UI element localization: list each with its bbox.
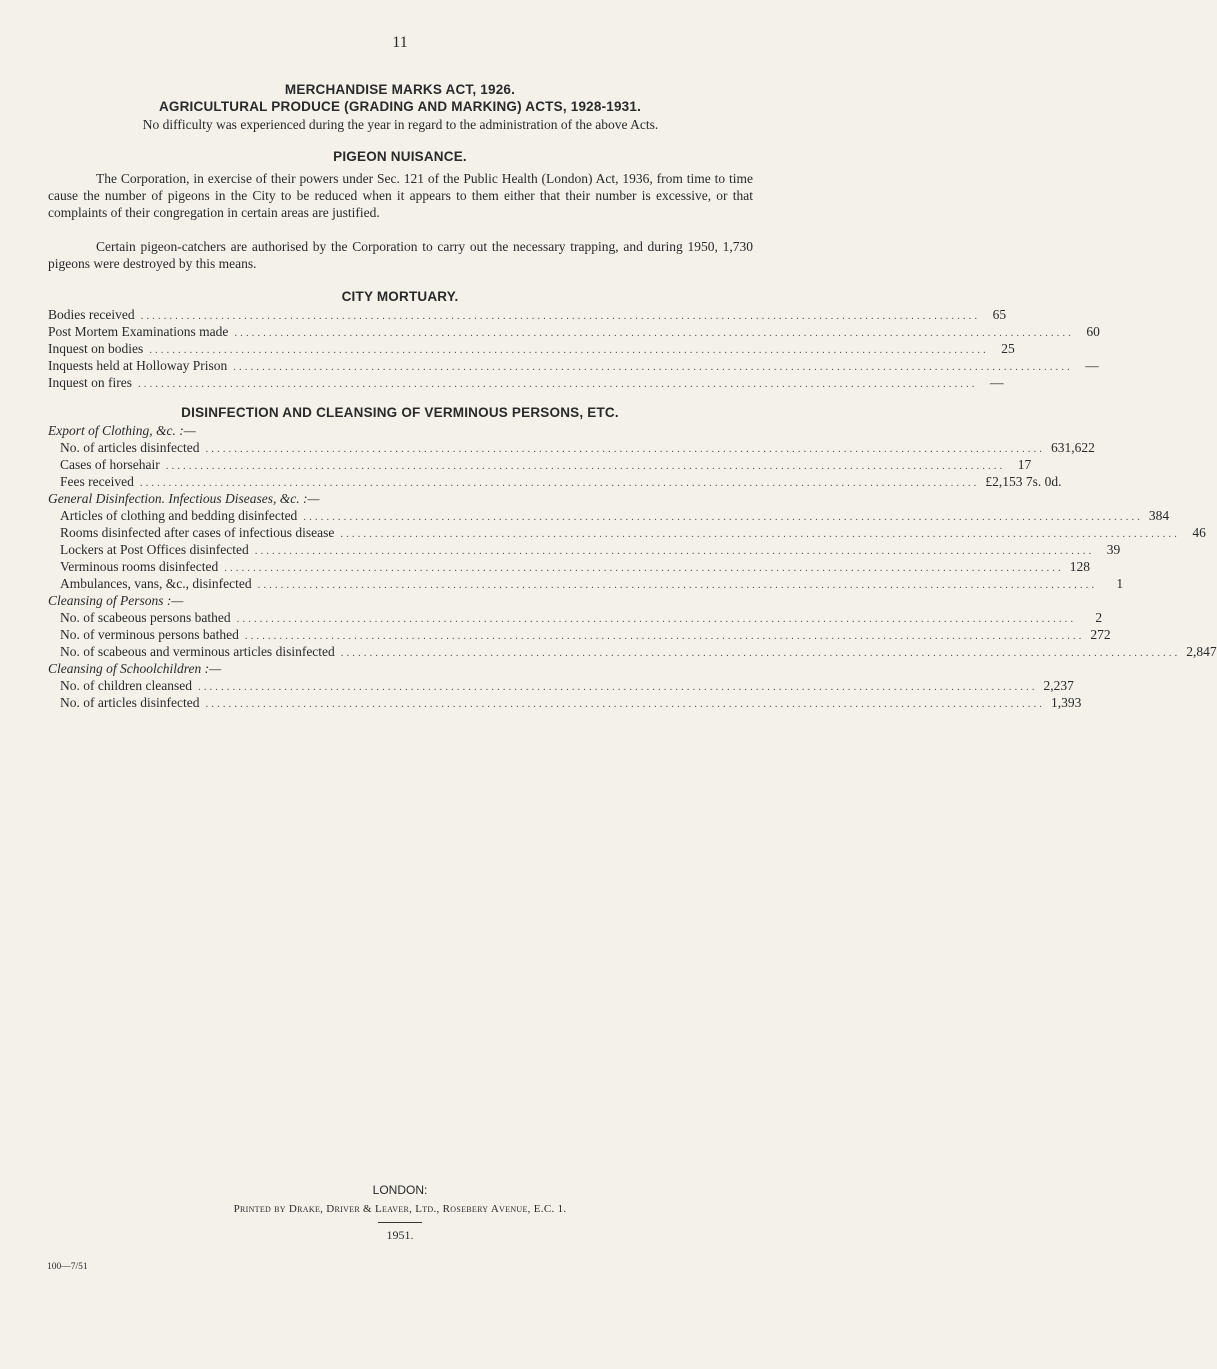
pigeon-heading: PIGEON NUISANCE. (333, 149, 467, 164)
disinfection-heading: DISINFECTION AND CLEANSING OF VERMINOUS PERSONS, ETC. (181, 405, 619, 420)
row-value: 631,622 (1050, 440, 1095, 455)
children-row (60, 695, 1082, 712)
general-subheading: General Disinfection. Infectious Diseases, &c. :— (48, 491, 320, 506)
export-row (60, 457, 1032, 474)
page-number: 11 (392, 34, 408, 51)
leader-dots: .................................................................................................................................................. (140, 310, 981, 322)
pigeon-paragraph-2: Certain pigeon-catchers are authorised by the Corporation to carry out the necessary trapping, and during 1950, 1,730 pigeons were destroyed by this means. (48, 239, 753, 271)
row-label: Inquest on bodies (48, 341, 144, 356)
leader-dots: .................................................................................................................................................. (149, 344, 989, 356)
row-value: 1 (1116, 576, 1124, 591)
row-label: Post Mortem Examinations made (48, 324, 229, 339)
row-label: Bodies received (48, 307, 135, 322)
leader-dots: .................................................................................................................................................. (165, 460, 1006, 472)
row-label: No. of articles disinfected (60, 695, 200, 710)
leader-dots: .................................................................................................................................................. (254, 545, 1095, 557)
leader-dots: .................................................................................................................................................. (205, 698, 1045, 710)
row-value: 17 (1017, 457, 1032, 472)
row-label: No. of verminous persons bathed (60, 627, 239, 642)
leader-dots: .................................................................................................................................................. (244, 630, 1085, 642)
row-value: 2 (1095, 610, 1103, 625)
persons-row (60, 627, 1111, 644)
leader-dots: .................................................................................................................................................. (303, 511, 1143, 523)
mortuary-row (48, 358, 1099, 375)
leader-dots: .................................................................................................................................................. (257, 579, 1098, 591)
export-subheading: Export of Clothing, &c. :— (48, 423, 196, 438)
row-value: 272 (1090, 627, 1111, 642)
row-value: 1,393 (1050, 695, 1082, 710)
row-label: Fees received (60, 474, 134, 489)
row-label: Verminous rooms disinfected (60, 559, 219, 574)
mortuary-heading: CITY MORTUARY. (341, 289, 459, 304)
leader-dots: .................................................................................................................................................. (137, 378, 978, 390)
general-row (60, 542, 1121, 559)
row-value: 46 (1192, 525, 1206, 540)
row-value: 65 (992, 307, 1007, 322)
row-value: £2,153 7s. 0d. (985, 474, 1062, 489)
footer-printer: Printed by Drake, Driver & Leaver, Ltd., Rosebery Avenue, E.C. 1. (233, 1203, 567, 1215)
row-label: Inquest on fires (48, 375, 132, 390)
row-label: Cases of horsehair (60, 457, 160, 472)
row-label: Rooms disinfected after cases of infectious disease (60, 525, 335, 540)
leader-dots: .................................................................................................................................................. (224, 562, 1064, 574)
row-value: 2,237 (1043, 678, 1074, 693)
export-row (60, 440, 1095, 457)
mortuary-row (48, 341, 1015, 358)
row-label: No. of articles disinfected (60, 440, 200, 455)
children-subheading: Cleansing of Schoolchildren :— (48, 661, 222, 676)
row-value: — (989, 375, 1004, 390)
row-label: Inquests held at Holloway Prison (48, 358, 228, 373)
leader-dots: .................................................................................................................................................. (197, 681, 1038, 693)
leader-dots: .................................................................................................................................................. (139, 477, 980, 489)
row-value: 39 (1106, 542, 1121, 557)
general-row (60, 508, 1170, 525)
print-code: 100—7/51 (47, 1262, 88, 1272)
row-label: Lockers at Post Offices disinfected (60, 542, 249, 557)
persons-row (60, 644, 1217, 661)
row-value: 25 (1001, 341, 1015, 356)
row-label: Ambulances, vans, &c., disinfected (60, 576, 252, 591)
footer-year: 1951. (386, 1228, 414, 1242)
pigeon-paragraph-1: The Corporation, in exercise of their powers under Sec. 121 of the Public Health (London) Act, 1936, from time to time cause the number of pigeons in the City to be reduced when it appears to them either that their number is excessive, or that complaints of their congregation in certain areas are justified. (48, 171, 753, 220)
mortuary-row (48, 307, 1007, 324)
row-value: 128 (1069, 559, 1090, 574)
merchandise-heading: MERCHANDISE MARKS ACT, 1926. (284, 82, 516, 97)
row-label: No. of children cleansed (60, 678, 192, 693)
row-label: No. of scabeous and verminous articles disinfected (60, 644, 335, 659)
row-value: 60 (1086, 324, 1100, 339)
leader-dots: .................................................................................................................................................. (234, 327, 1074, 339)
mortuary-row (48, 375, 1004, 392)
leader-dots: .................................................................................................................................................. (236, 613, 1077, 625)
persons-subheading: Cleansing of Persons :— (48, 593, 184, 608)
agricultural-text: No difficulty was experienced during the year in regard to the administration of the above Acts. (142, 117, 659, 132)
row-label: No. of scabeous persons bathed (60, 610, 231, 625)
general-row (60, 525, 1206, 542)
row-value: 2,847 (1186, 644, 1217, 659)
children-row (60, 678, 1074, 695)
leader-dots: .................................................................................................................................................. (340, 647, 1181, 659)
general-row (60, 559, 1090, 576)
footer-rule (378, 1222, 422, 1223)
general-row (60, 576, 1124, 593)
leader-dots: .................................................................................................................................................. (205, 443, 1045, 455)
footer-city: LONDON: (372, 1183, 428, 1197)
export-row (60, 474, 1062, 491)
row-value: 384 (1148, 508, 1170, 523)
agricultural-heading: AGRICULTURAL PRODUCE (GRADING AND MARKING) ACTS, 1928-1931. (158, 99, 642, 114)
leader-dots: .................................................................................................................................................. (233, 361, 1073, 373)
mortuary-row (48, 324, 1100, 341)
leader-dots: .................................................................................................................................................. (340, 528, 1180, 540)
row-label: Articles of clothing and bedding disinfected (60, 508, 298, 523)
row-value: — (1085, 358, 1099, 373)
persons-row (60, 610, 1103, 627)
